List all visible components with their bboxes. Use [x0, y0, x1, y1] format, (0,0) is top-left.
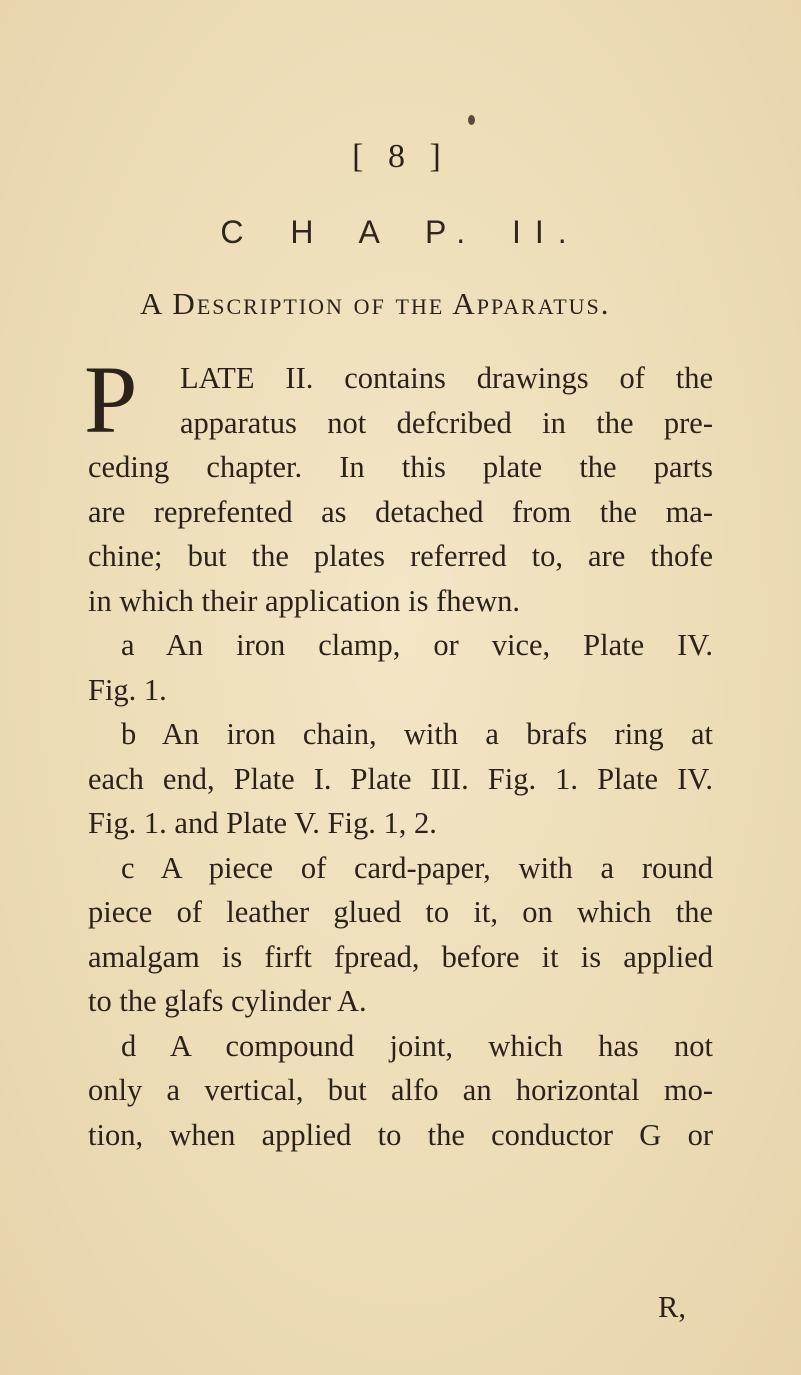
- text-line: a An iron clamp, or vice, Plate IV.: [121, 628, 713, 662]
- ink-blot: [468, 115, 475, 125]
- text-line: Fig. 1.: [88, 672, 167, 707]
- text-line: are reprefented as detached from the ma-: [88, 494, 713, 529]
- body-text: [88, 356, 713, 1157]
- text-line: tion, when applied to the conductor G or: [88, 1117, 713, 1152]
- page-number: [ 8 ]: [352, 138, 449, 175]
- text-line: d A compound joint, which has not: [121, 1028, 713, 1063]
- text-line: b An iron chain, with a brafs ring at: [121, 717, 713, 751]
- text-line: Fig. 1. and Plate V. Fig. 1, 2.: [88, 806, 437, 840]
- chapter-title: A Description of the Apparatus.: [140, 286, 611, 321]
- text-line: chine; but the plates referred to, are thofe: [88, 539, 713, 573]
- text-line: piece of leather glued to it, on which the: [88, 895, 713, 929]
- text-line: each end, Plate I. Plate III. Fig. 1. Plate IV.: [88, 761, 713, 796]
- text-line: ceding chapter. In this plate the parts: [88, 450, 713, 484]
- catchword: R,: [658, 1290, 686, 1324]
- text-line: amalgam is firft fpread, before it is applied: [88, 939, 713, 974]
- text-line: only a vertical, but alfo an horizontal mo-: [88, 1073, 713, 1107]
- text-line: LATE II. contains drawings of the: [180, 361, 713, 395]
- text-line: apparatus not defcribed in the pre-: [180, 405, 713, 440]
- chapter-heading: C H A P. II.: [220, 214, 581, 250]
- drop-cap: P: [84, 346, 138, 453]
- text-line: in which their application is fhewn.: [88, 583, 520, 618]
- text-line: to the glafs cylinder A.: [88, 984, 367, 1018]
- text-line: c A piece of card-paper, with a round: [121, 850, 713, 885]
